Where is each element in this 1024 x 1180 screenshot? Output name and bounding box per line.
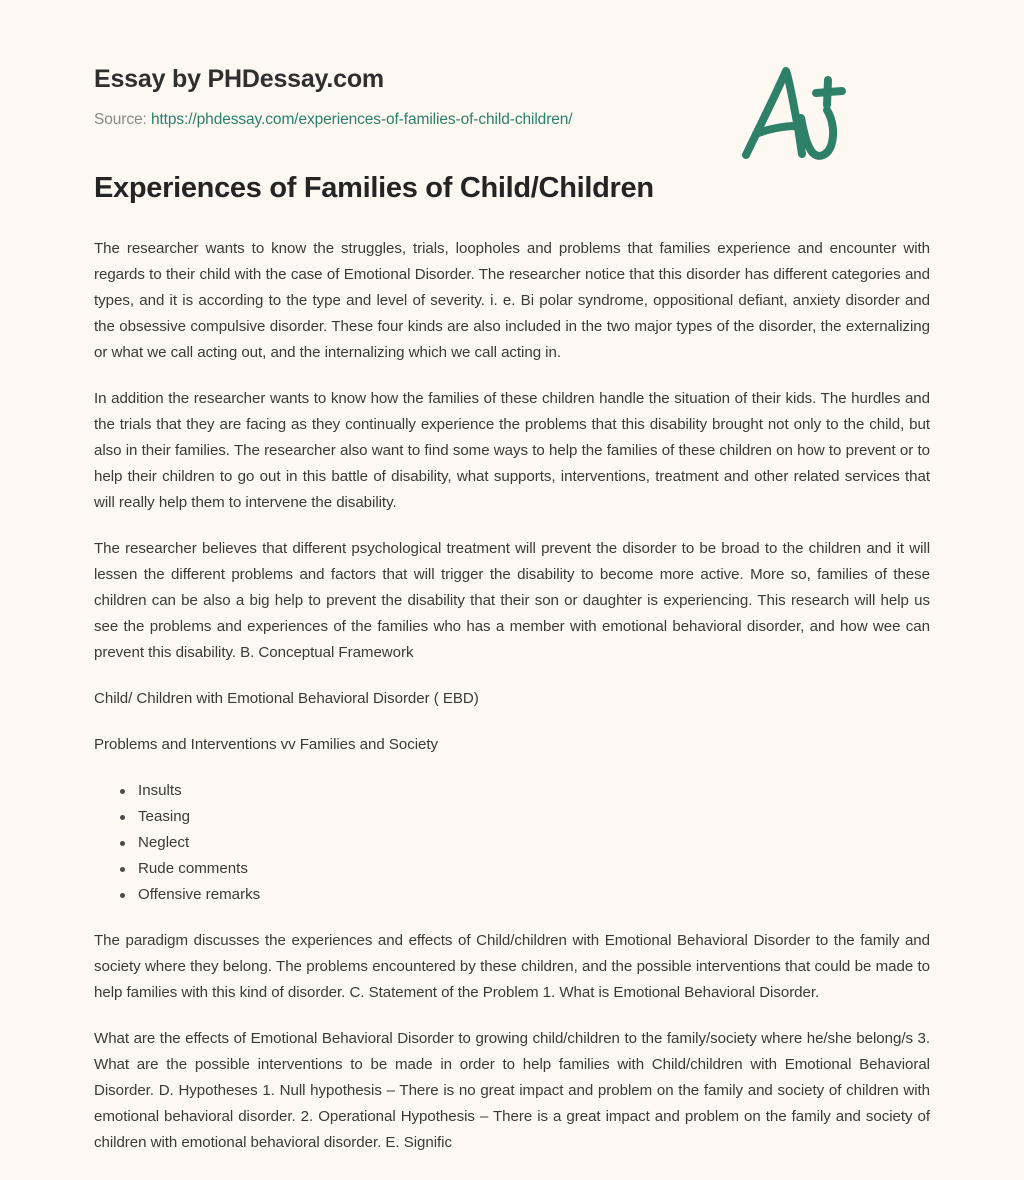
list-item: Insults bbox=[138, 778, 930, 804]
list-item: Rude comments bbox=[138, 856, 930, 882]
body-paragraph-5: Problems and Interventions vv Families and Society bbox=[94, 736, 438, 754]
a-plus-logo bbox=[732, 58, 852, 168]
page-header bbox=[94, 0, 930, 128]
list-item: Offensive remarks bbox=[138, 882, 930, 908]
source-url-link[interactable]: https://phdessay.com/experiences-of-families-of-child-children/ bbox=[150, 110, 573, 128]
list-item: Neglect bbox=[138, 830, 930, 856]
brand-title: Essay by PHDessay.com bbox=[94, 65, 384, 93]
body-paragraph-1: The researcher wants to know the struggles, trials, loopholes and problems that families experience and encounter with regards to their child with the case of Emotional Disorder. The researcher notice that this disorder has different categories and types, and it is according to the type and level of severity. i. e. Bi polar syndrome, oppositional defiant, anxiety disorder and the obsessive compulsive disorder. These four kinds are also included in the two major types of the disorder, the externalizing or what we call acting out, and the internalizing which we call acting in. bbox=[94, 240, 930, 362]
source-label: Source: bbox=[94, 110, 147, 128]
body-paragraph-4: Child/ Children with Emotional Behavioral Disorder ( EBD) bbox=[94, 690, 479, 708]
problems-bullet-list bbox=[94, 778, 930, 908]
list-item: Teasing bbox=[138, 804, 930, 830]
body-paragraph-2: In addition the researcher wants to know how the families of these children handle the situation of their kids. The hurdles and the trials that they are facing as they continually experience the problems that this disability brought not only to the child, but also in their families. The researcher also want to find some ways to help the families of these children on how to prevent or to help their children to go out in this battle of disability, what supports, interventions, treatment and other related services that will really help them to intervene the disability. bbox=[94, 390, 930, 512]
essay-body bbox=[94, 206, 930, 1156]
body-paragraph-3: The researcher believes that different psychological treatment will prevent the disorder to be broad to the children and it will lessen the different problems and factors that will trigger the disability to become more active. More so, families of these children can be also a big help to prevent the disability that their son or daughter is experiencing. This research will help us see the problems and experiences of the families who has a member with emotional behavioral disorder, and how wee can prevent this disability. B. Conceptual Framework bbox=[94, 540, 930, 662]
body-paragraph-6: The paradigm discusses the experiences and effects of Child/children with Emotional Behavioral Disorder to the family and society where they belong. The problems encountered by these children, and the possible interventions that could be made to help families with this kind of disorder. C. Statement of the Problem 1. What is Emotional Behavioral Disorder. bbox=[94, 932, 930, 1002]
body-paragraph-7: What are the effects of Emotional Behavioral Disorder to growing child/children to the family/society where he/she belong/s 3. What are the possible interventions to be made in order to help families with Child/children with Emotional Behavioral Disorder. D. Hypotheses 1. Null hypothesis – There is no great impact and problem on the family and society of children with emotional behavioral disorder. 2. Operational Hypothesis – There is a great impact and problem on the family and society of children with emotional behavioral disorder. E. Signific bbox=[94, 1030, 930, 1152]
page-title: Experiences of Families of Child/Children bbox=[94, 172, 654, 204]
